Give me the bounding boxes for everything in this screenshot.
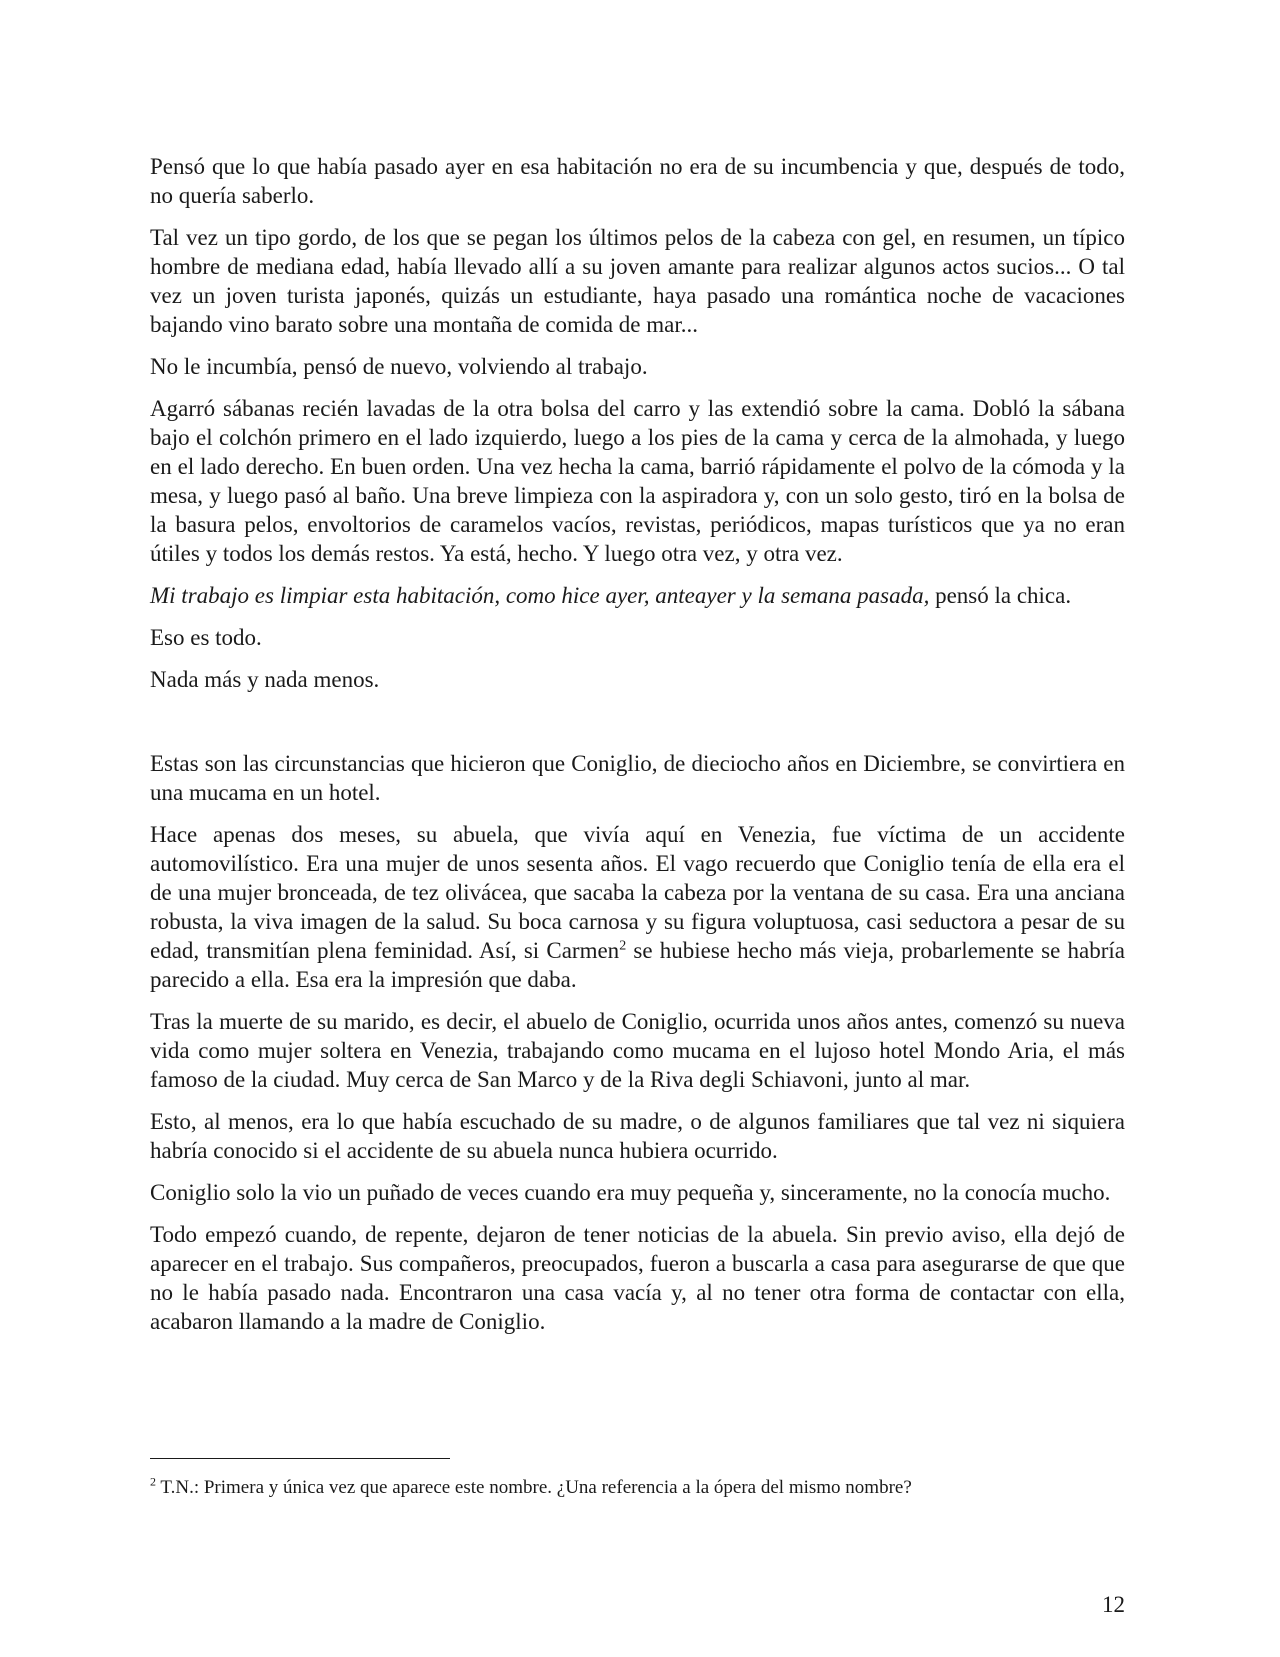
- section-break: [150, 707, 1125, 749]
- paragraph-1: Pensó que lo que había pasado ayer en esa habitación no era de su incumbencia y que, después de todo, no quería saberlo.: [150, 154, 1125, 208]
- paragraph-11: Esto, al menos, era lo que había escuchado de su madre, o de algunos familiares que tal vez ni siquiera habría conocido si el accidente de su abuela nunca hubiera ocurrido.: [150, 1109, 1125, 1163]
- paragraph-9-after: se hubiese hecho más vieja, probarlemente se habría parecido a ella. Esa era la impresión que daba.: [150, 938, 1126, 992]
- paragraph-5-rest: pensó la chica.: [929, 583, 1072, 608]
- paragraph-5-italic: Mi trabajo es limpiar esta habitación, como hice ayer, anteayer y la semana pasada,: [150, 583, 930, 608]
- paragraph-3: No le incumbía, pensó de nuevo, volviendo al trabajo.: [150, 354, 648, 379]
- paragraph-8: Estas son las circunstancias que hicieron que Coniglio, de dieciocho años en Diciembre, se convirtiera en una mucama en un hotel.: [150, 751, 1125, 805]
- paragraph-9: [150, 820, 1125, 994]
- footnote: [150, 1476, 1125, 1500]
- page-number: 12: [1102, 1592, 1125, 1617]
- paragraph-5: [150, 581, 1125, 610]
- paragraph-12: Coniglio solo la vio un puñado de veces cuando era muy pequeña y, sinceramente, no la conocía mucho.: [150, 1180, 1111, 1205]
- footnote-text: T.N.: Primera y única vez que aparece este nombre. ¿Una referencia a la ópera del mismo nombre?: [156, 1477, 912, 1498]
- paragraph-10: Tras la muerte de su marido, es decir, el abuelo de Coniglio, ocurrida unos años antes, comenzó su nueva vida como mujer soltera en Venezia, trabajando como mucama en el lujoso hotel Mondo Aria, el más famoso de la ciudad. Muy cerca de San Marco y de la Riva degli Schiavoni, junto al mar.: [150, 1009, 1125, 1092]
- paragraph-2: Tal vez un tipo gordo, de los que se pegan los últimos pelos de la cabeza con gel, en resumen, un típico hombre de mediana edad, había llevado allí a su joven amante para realizar algunos actos sucios... O tal vez un joven turista japonés, quizás un estudiante, haya pasado una romántica noche de vacaciones bajando vino barato sobre una montaña de comida de mar...: [150, 225, 1125, 337]
- footnote-reference[interactable]: 2: [619, 938, 627, 954]
- footnote-marker: 2: [150, 1474, 156, 1489]
- page-body: [150, 152, 1125, 1349]
- paragraph-13: Todo empezó cuando, de repente, dejaron de tener noticias de la abuela. Sin previo aviso, ella dejó de aparecer en el trabajo. Sus compañeros, preocupados, fueron a buscarla a casa para asegurarse de que que no le había pasado nada. Encontraron una casa vacía y, al no tener otra forma de contactar con ella, acabaron llamando a la madre de Coniglio.: [150, 1222, 1125, 1334]
- paragraph-6: Eso es todo.: [150, 625, 262, 650]
- footnote-divider: [150, 1458, 450, 1459]
- paragraph-4: Agarró sábanas recién lavadas de la otra bolsa del carro y las extendió sobre la cama. Dobló la sábana bajo el colchón primero en el lado izquierdo, luego a los pies de la cama y cerca de la almohada, y luego en el lado derecho. En buen orden. Una vez hecha la cama, barrió rápidamente el polvo de la cómoda y la mesa, y luego pasó al baño. Una breve limpieza con la aspiradora y, con un solo gesto, tiró en la bolsa de la basura pelos, envoltorios de caramelos vacíos, revistas, periódicos, mapas turísticos que ya no eran útiles y todos los demás restos. Ya está, hecho. Y luego otra vez, y otra vez.: [150, 396, 1125, 566]
- paragraph-7: Nada más y nada menos.: [150, 667, 380, 692]
- paragraph-9-before: Hace apenas dos meses, su abuela, que vivía aquí en Venezia, fue víctima de un accidente automovilístico. Era una mujer de unos sesenta años. El vago recuerdo que Coniglio tenía de ella era el de una mujer bronceada, de tez olivácea, que sacaba la cabeza por la ventana de su casa. Era una anciana robusta, la viva imagen de la salud. Su boca carnosa y su figura voluptuosa, casi seductora a pesar de su edad, transmitían plena feminidad. Así, si Carmen: [150, 822, 1125, 963]
